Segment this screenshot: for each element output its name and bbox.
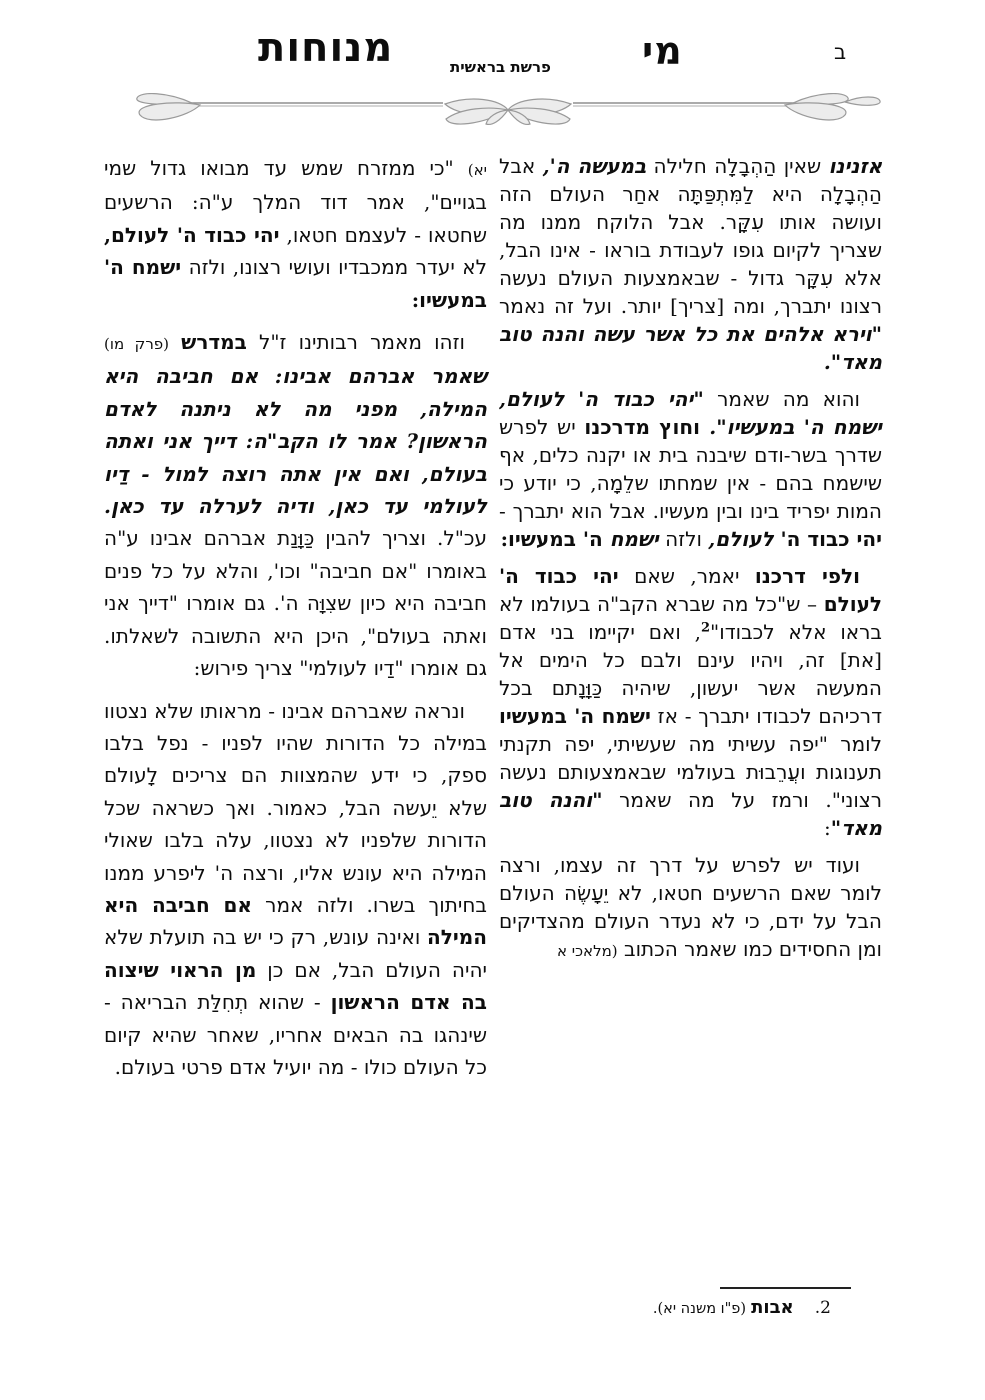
paragraph	[499, 562, 882, 842]
text-run: – ש"כל מה שברא הקב"ה בעולמו לא בראו אלא לכבודו"	[499, 592, 882, 644]
text-run	[169, 330, 181, 354]
book-title-right: מי	[642, 28, 683, 73]
text-run: יש לפרש שדרך בשר-ודם שיבנה בית או יקנה כלים, אף שישמח בהם - אין שמחתו שלֵמָה, כי יודע כי המות יפריד בינו ובין מעשיו. אבל הוא יתברך -	[499, 415, 882, 523]
text-run: , ואם יקיימו בני אדם [את] זה, ויהיו עינם ולבם כל הימים אל המעשה אשר יעשון, שיהיה כַּוָּנָתם בכל דרכיהם לכבודו יתברך - אז	[499, 620, 882, 728]
text-run: ולזה	[658, 527, 709, 551]
text-run: יהי כבוד ה'	[773, 527, 882, 551]
paragraph	[104, 326, 487, 684]
text-run: לעולם,	[708, 527, 774, 551]
text-run: ולפי דרכנו	[754, 564, 860, 588]
text-run: :	[824, 816, 831, 840]
text-run: והוא מה שאמר	[703, 387, 860, 411]
text-run: יהי כבוד ה' לעולם,	[104, 222, 280, 247]
header-divider-ornament-icon	[0, 93, 985, 153]
paragraph	[499, 385, 882, 553]
text-run: "כי ממזרח שמש עד מבואו גדול שמי בגויים", אמר דוד המלך ע"ה: הרשעים שחטאו - לעצמם חטאו,	[104, 156, 487, 247]
footnote-source: אבות	[751, 1297, 794, 1318]
text-run: וזהו מאמר רבותינו ז"ל	[246, 330, 465, 355]
text-run: (פרק מו)	[104, 335, 170, 354]
text-run: במדרש	[181, 330, 247, 355]
text-run: שאין הַהְבָלָה חלילה	[646, 154, 829, 178]
text-run: "יהי כבוד ה' לעולם, ישמח ה' במעשיו".	[499, 387, 882, 439]
text-run: עכ"ל. וצריך להבין כַּוָּנַת אברהם אבינו ע"ה באומרו "אם חביבה" וכו', והלא על כל פנים חביבה היא כיון שצִוָּה ה'. גם אומרו "דייך אני ואתה בעולם", היכן היא התשובה לשאלתו. גם אומרו "דַיו לעולמי" צריך פירוש:	[104, 526, 487, 681]
text-run: מן הראוי שיצוה בה אדם הראשון	[104, 957, 487, 1015]
text-run: במעשה ה',	[542, 154, 647, 178]
footnote-number: 2.	[814, 1298, 831, 1318]
text-run: אם חביבה היא המילה	[104, 892, 487, 950]
paragraph	[104, 152, 487, 316]
text-run: שאמר אברהם אבינו: אם חביבה היא המילה, מפני מה לא ניתנה לאדם הראשון? אמר לו הקב"ה: דייך אני ואתה בעולם, ואם אין אתה רוצה למול - דַיו לעולמי עד כאן, ודיה לערלה עד כאן.	[104, 364, 487, 519]
text-run: יהי כבוד ה' לעולם	[499, 564, 882, 616]
text-run: אבל הַהְבָלָה היא לַמִּתְפַּתָּה אחַר העולם הזה ועושה אותו עִקָּר. אבל הלוקח ממנו מה שצריך לקיום גופו לעבודת בוראו - אינו הבל, אלא עִקָּר גדול - שבאמצעות העולם נעשה רצונו יתברך, ומה [צריך] יותר. ועל זה נאמר	[499, 154, 882, 318]
text-run: ועוד יש לפרש על דרך זה עצמו, ורצה לומר שאם הרשעים חטאו, לא יֵעָשֶׂה העולם הבל על ידם, כי לא נעדר העולם מהצדיקים ומן החסידים כמו שאמר הכתוב	[499, 853, 882, 961]
paragraph	[499, 851, 882, 965]
page-number-letter: ב	[834, 40, 847, 64]
footnote	[653, 1297, 831, 1318]
paragraph	[104, 695, 487, 1084]
footnote-detail: (פ"ו משנה יא).	[652, 1301, 747, 1317]
text-run: יאמר, שאם	[618, 564, 755, 588]
text-run: - שהוא תְחִלַּת הבריאה - שינהגו בה הבאים אחריו, שאחר שהיא קיום כל העולם כולו - מה יועיל אדם פרטי בעולם.	[104, 990, 487, 1079]
text-run: ישמח ה' במעשיו	[499, 704, 651, 728]
text-run: ונראה שאברהם אבינו - מראותו שלא נצטוו במילה כל הדורות שהיו לפניו - נפל בלבו ספק, כי ידע שהמצוות הם צריכים לָעולם שלא יֵעשה הבל, כאמור. ואך כשראה שכל הדורות שלפניו לא נצטוו, עלה בלבו שאולי המילה היא עונש אליו, ורצה ה' ליפרע ממנו בחיתוך בשרו. ולזה אמר	[104, 698, 487, 917]
text-run: ה' במעשיו:	[500, 527, 610, 551]
paragraph	[499, 152, 882, 376]
parsha-label: פרשת בראשית	[450, 58, 551, 76]
text-run: ישמח	[609, 527, 659, 551]
text-run: (מלאכי א	[556, 942, 618, 960]
text-run: וחוץ מדרכנו	[584, 415, 710, 439]
text-run: ישמח ה' במעשיו:	[104, 255, 487, 312]
text-run: יא)	[467, 161, 487, 179]
column-left	[104, 152, 487, 1093]
text-run: "וירא אלהים את כל אשר עשה והנה טוב מאד".	[499, 322, 882, 374]
book-title-left: מנוחות	[258, 24, 394, 71]
footnote-separator	[720, 1287, 851, 1289]
text-run: "והנה טוב מאד"	[499, 788, 882, 840]
column-right	[499, 152, 882, 1093]
text-run: אזנינו	[828, 154, 883, 178]
text-run: לא יעדר ממכבדיו ועושי רצונו, ולזה	[181, 255, 488, 280]
text-columns	[103, 152, 882, 1093]
text-run: ואינה עונש, רק כי יש בה תועלת שלא יהיה העולם הבל, אם כן	[104, 925, 488, 982]
text-run: לומר "יפה עשיתי מה שעשיתי, יפה תקנתי תענוגות ועֲרֵבוּת בעולמי שבאמצעותם נעשה רצוני". ורמז על מה שאמר	[499, 732, 882, 812]
text-run: 2	[701, 620, 711, 636]
